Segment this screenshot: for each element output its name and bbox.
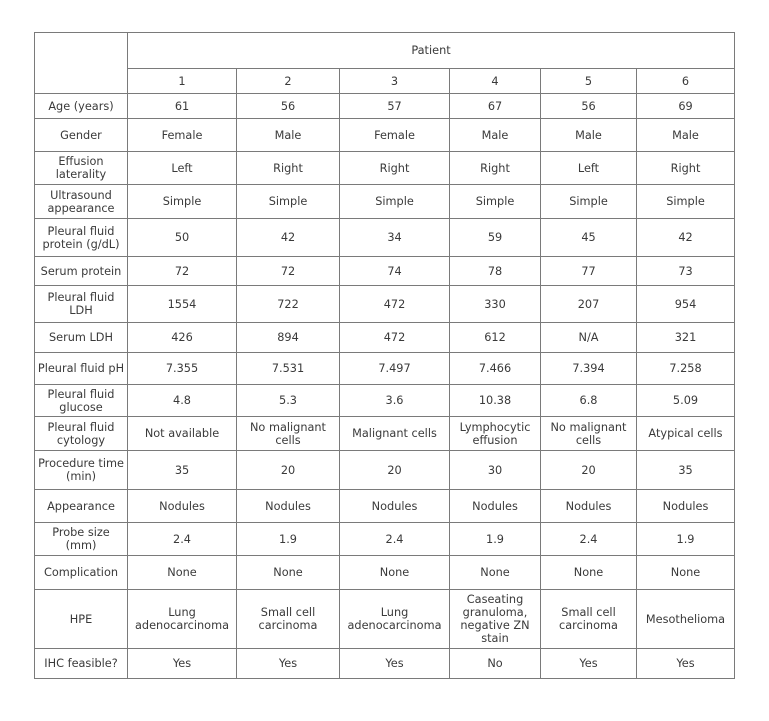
table-cell: 4.8: [128, 385, 237, 417]
table-cell: Nodules: [340, 490, 450, 523]
row-label: Gender: [35, 119, 128, 152]
table-cell: None: [128, 556, 237, 590]
row-label: Appearance: [35, 490, 128, 523]
patient-number: 6: [637, 69, 735, 94]
row-label: Probe size (mm): [35, 523, 128, 556]
table-row: [35, 417, 735, 451]
table-cell: Right: [340, 152, 450, 185]
table-cell: Simple: [541, 185, 637, 219]
table-cell: Lymphocytic effusion: [450, 417, 541, 451]
table-row: [35, 451, 735, 490]
table-cell: Female: [340, 119, 450, 152]
table-row: [35, 119, 735, 152]
table-cell: N/A: [541, 323, 637, 353]
row-label: Procedure time (min): [35, 451, 128, 490]
table-cell: Male: [237, 119, 340, 152]
table-cell: 72: [128, 257, 237, 286]
table-cell: 7.394: [541, 353, 637, 385]
table-cell: 472: [340, 323, 450, 353]
table-cell: Small cell carcinoma: [237, 590, 340, 649]
table-cell: Yes: [541, 649, 637, 679]
table-row: [35, 257, 735, 286]
table-cell: 35: [128, 451, 237, 490]
table-cell: 56: [541, 94, 637, 119]
table-cell: 207: [541, 286, 637, 323]
corner-cell: [35, 33, 128, 94]
table-cell: Nodules: [237, 490, 340, 523]
table-cell: Yes: [340, 649, 450, 679]
table-cell: 1.9: [450, 523, 541, 556]
table-cell: Caseating granuloma, negative ZN stain: [450, 590, 541, 649]
table-cell: No malignant cells: [541, 417, 637, 451]
row-label: Serum LDH: [35, 323, 128, 353]
table-cell: 34: [340, 219, 450, 257]
table-cell: 45: [541, 219, 637, 257]
table-cell: 1554: [128, 286, 237, 323]
table-cell: 426: [128, 323, 237, 353]
table-cell: 59: [450, 219, 541, 257]
table-cell: Malignant cells: [340, 417, 450, 451]
row-label: Pleural fluid glucose: [35, 385, 128, 417]
table-cell: Nodules: [637, 490, 735, 523]
table-cell: 10.38: [450, 385, 541, 417]
row-label: Complication: [35, 556, 128, 590]
table-cell: 954: [637, 286, 735, 323]
table-cell: 7.497: [340, 353, 450, 385]
table-cell: 67: [450, 94, 541, 119]
table-cell: 20: [340, 451, 450, 490]
table-cell: 77: [541, 257, 637, 286]
table-cell: Nodules: [541, 490, 637, 523]
table-row: [35, 353, 735, 385]
table-cell: 30: [450, 451, 541, 490]
table-cell: 72: [237, 257, 340, 286]
table-cell: 5.09: [637, 385, 735, 417]
table-cell: 7.466: [450, 353, 541, 385]
table-cell: None: [450, 556, 541, 590]
table-cell: 2.4: [541, 523, 637, 556]
table-cell: Right: [237, 152, 340, 185]
patient-number: 5: [541, 69, 637, 94]
table-cell: 50: [128, 219, 237, 257]
table-cell: 74: [340, 257, 450, 286]
table-cell: Female: [128, 119, 237, 152]
table-cell: 35: [637, 451, 735, 490]
table-cell: 73: [637, 257, 735, 286]
row-label: HPE: [35, 590, 128, 649]
table-cell: 42: [237, 219, 340, 257]
table-body: [35, 94, 735, 679]
table-cell: 321: [637, 323, 735, 353]
table-cell: 42: [637, 219, 735, 257]
table-row: [35, 94, 735, 119]
table-cell: None: [340, 556, 450, 590]
patient-number: 1: [128, 69, 237, 94]
table-cell: Mesothelioma: [637, 590, 735, 649]
table-cell: Not available: [128, 417, 237, 451]
patient-number-row: [35, 69, 735, 94]
table-cell: 20: [237, 451, 340, 490]
patient-number: 3: [340, 69, 450, 94]
table-cell: Lung adenocarcinoma: [128, 590, 237, 649]
row-label: IHC feasible?: [35, 649, 128, 679]
table-cell: 3.6: [340, 385, 450, 417]
table-cell: 1.9: [237, 523, 340, 556]
row-label: Pleural fluid LDH: [35, 286, 128, 323]
table-cell: None: [237, 556, 340, 590]
table-row: [35, 286, 735, 323]
table-cell: 2.4: [340, 523, 450, 556]
table-cell: Left: [541, 152, 637, 185]
table-row: [35, 523, 735, 556]
table-cell: 894: [237, 323, 340, 353]
table-row: [35, 590, 735, 649]
table-cell: 612: [450, 323, 541, 353]
table-cell: Yes: [637, 649, 735, 679]
table-cell: Right: [450, 152, 541, 185]
table-cell: 330: [450, 286, 541, 323]
table-cell: 1.9: [637, 523, 735, 556]
table-cell: 7.258: [637, 353, 735, 385]
patient-number: 4: [450, 69, 541, 94]
table-cell: No: [450, 649, 541, 679]
patient-group-header: Patient: [128, 33, 735, 69]
table-cell: 69: [637, 94, 735, 119]
table-cell: None: [541, 556, 637, 590]
row-label: Pleural fluid pH: [35, 353, 128, 385]
table-cell: 57: [340, 94, 450, 119]
row-label: Age (years): [35, 94, 128, 119]
table-cell: 56: [237, 94, 340, 119]
row-label: Pleural fluid cytology: [35, 417, 128, 451]
row-label: Pleural fluid protein (g/dL): [35, 219, 128, 257]
table-cell: 6.8: [541, 385, 637, 417]
table-cell: 61: [128, 94, 237, 119]
table-cell: Yes: [237, 649, 340, 679]
table-row: [35, 219, 735, 257]
table-row: [35, 556, 735, 590]
table-row: [35, 152, 735, 185]
table-row: [35, 649, 735, 679]
patient-data-table: [34, 32, 735, 679]
row-label: Serum protein: [35, 257, 128, 286]
table-cell: Small cell carcinoma: [541, 590, 637, 649]
table-cell: 472: [340, 286, 450, 323]
table-cell: Male: [637, 119, 735, 152]
table-cell: 78: [450, 257, 541, 286]
table-row: [35, 185, 735, 219]
table-cell: Yes: [128, 649, 237, 679]
table-cell: Nodules: [450, 490, 541, 523]
table-row: [35, 385, 735, 417]
table-cell: Simple: [637, 185, 735, 219]
table-cell: Nodules: [128, 490, 237, 523]
table-cell: Simple: [237, 185, 340, 219]
row-label: Ultrasound appearance: [35, 185, 128, 219]
table-cell: 5.3: [237, 385, 340, 417]
table-cell: 7.531: [237, 353, 340, 385]
table-cell: 2.4: [128, 523, 237, 556]
table-cell: Simple: [128, 185, 237, 219]
table-cell: Right: [637, 152, 735, 185]
table-row: [35, 323, 735, 353]
table-cell: None: [637, 556, 735, 590]
table-cell: No malignant cells: [237, 417, 340, 451]
table-cell: Male: [541, 119, 637, 152]
table-cell: Simple: [450, 185, 541, 219]
table-row: [35, 490, 735, 523]
table-cell: 7.355: [128, 353, 237, 385]
table-cell: Lung adenocarcinoma: [340, 590, 450, 649]
table-cell: Atypical cells: [637, 417, 735, 451]
row-label: Effusion laterality: [35, 152, 128, 185]
patient-number: 2: [237, 69, 340, 94]
table-cell: 20: [541, 451, 637, 490]
table-cell: Left: [128, 152, 237, 185]
group-header-row: [35, 33, 735, 69]
table-cell: 722: [237, 286, 340, 323]
table-cell: Male: [450, 119, 541, 152]
table-cell: Simple: [340, 185, 450, 219]
